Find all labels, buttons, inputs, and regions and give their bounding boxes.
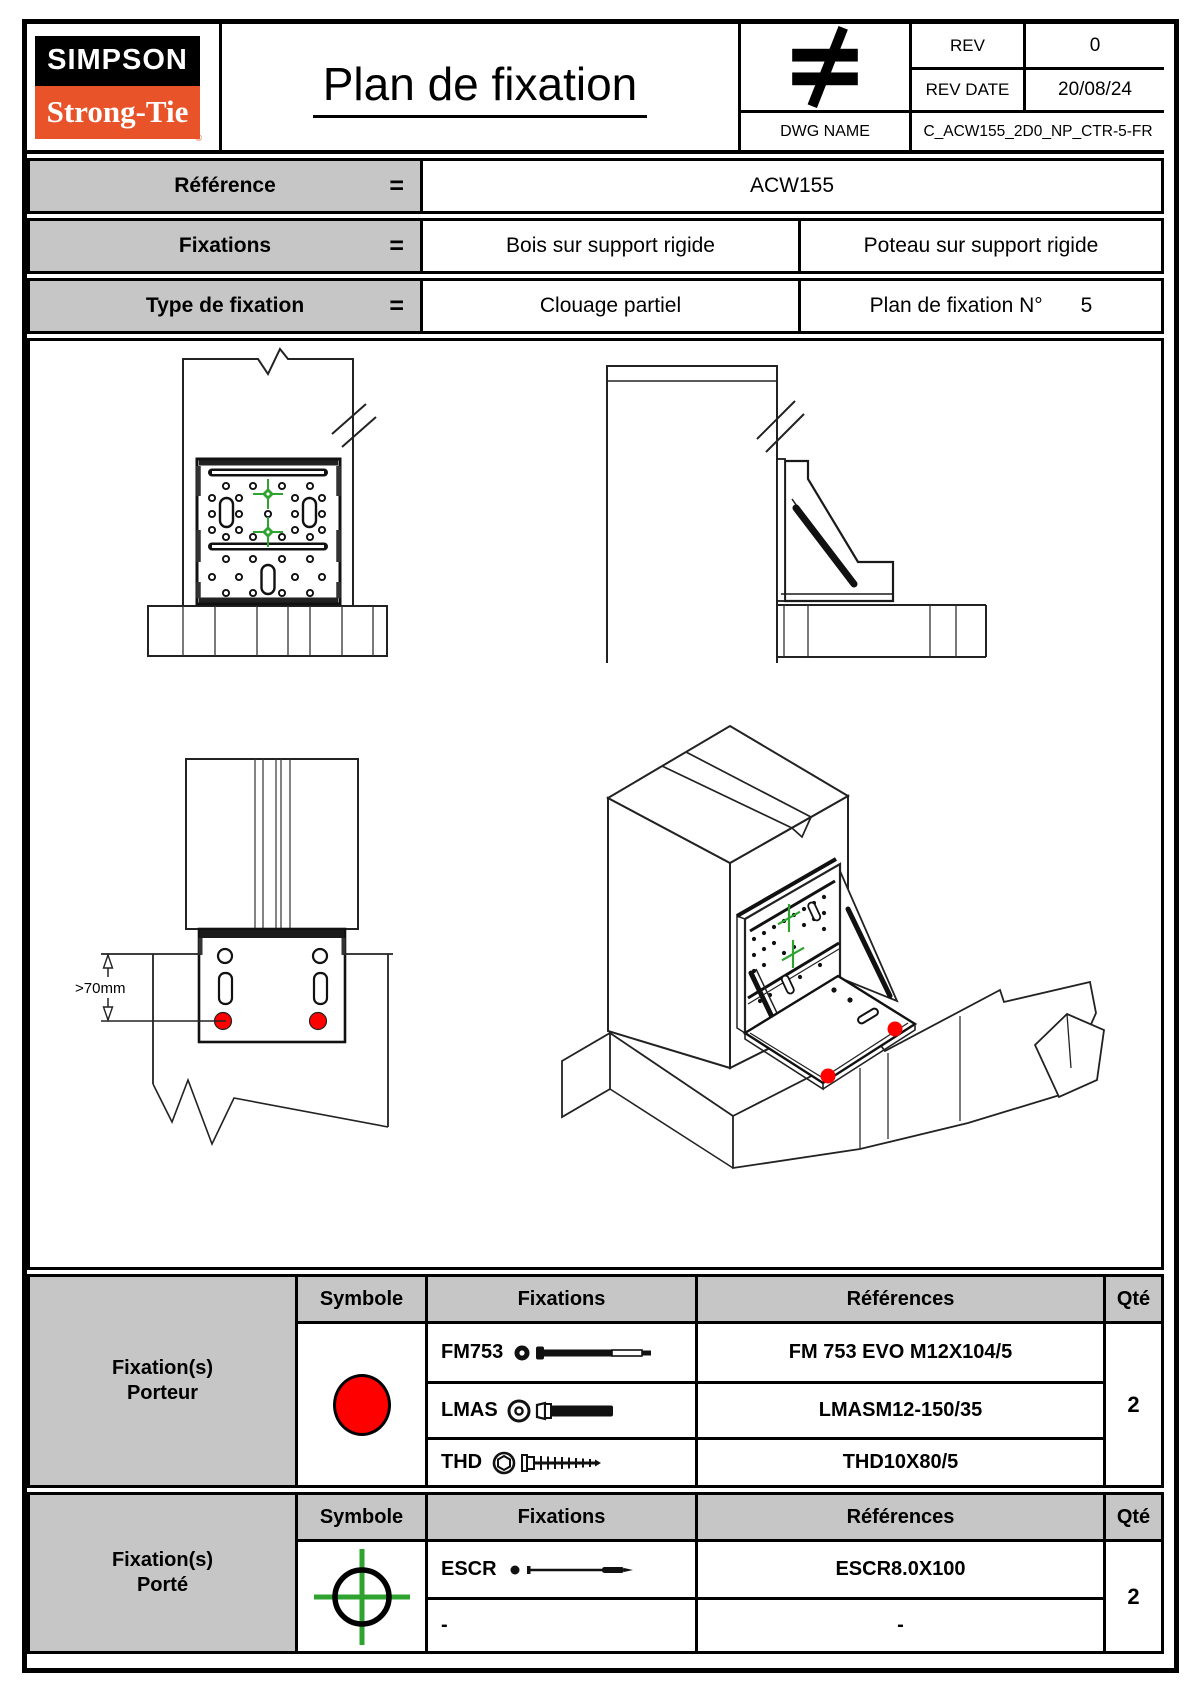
fixation-name: ESCR bbox=[441, 1558, 497, 1580]
fixation-type-label-cell bbox=[30, 281, 423, 331]
fixation-name: FM753 bbox=[441, 1341, 504, 1363]
plan-number-cell bbox=[798, 281, 1161, 331]
reference-row bbox=[27, 158, 1164, 214]
porte-symbol-cell bbox=[295, 1539, 425, 1651]
reference-fm753: FM 753 EVO M12X104/5 bbox=[695, 1321, 1103, 1381]
green-crosshair-symbol-icon bbox=[310, 1545, 414, 1649]
strongtie-logo bbox=[35, 86, 202, 143]
group-label-line1: Fixation(s) bbox=[111, 1357, 214, 1379]
fixation-row-thd bbox=[425, 1437, 695, 1485]
revision-block bbox=[738, 24, 1164, 150]
rev-date-value: 20/08/24 bbox=[1023, 67, 1164, 110]
fixation-type-label: Type de fixation bbox=[145, 294, 305, 317]
references-header: Références bbox=[695, 1495, 1103, 1539]
references-header: Références bbox=[695, 1277, 1103, 1321]
strongtie-logo-text: Strong-Tie bbox=[46, 94, 189, 129]
equals-sign: = bbox=[389, 171, 404, 200]
rev-date-label: REV DATE bbox=[909, 67, 1023, 110]
fixation-type-row bbox=[27, 278, 1164, 334]
qte-header: Qté bbox=[1103, 1495, 1161, 1539]
reference-empty: - bbox=[695, 1597, 1103, 1651]
porte-fixations-table bbox=[27, 1492, 1164, 1654]
group-label-line2: Porteur bbox=[126, 1382, 199, 1404]
rev-value: 0 bbox=[1023, 24, 1164, 67]
rev-label: REV bbox=[909, 24, 1023, 67]
fixation-name: - bbox=[441, 1614, 448, 1636]
document-title-cell bbox=[222, 24, 738, 150]
reference-label-cell bbox=[30, 161, 423, 211]
fixation-row-fm753 bbox=[425, 1321, 695, 1381]
fixations-header: Fixations bbox=[425, 1495, 695, 1539]
porteur-qty: 2 bbox=[1103, 1321, 1161, 1485]
front-view-drawing bbox=[60, 346, 420, 668]
fixation-name: LMAS bbox=[441, 1399, 498, 1421]
fixations-row bbox=[27, 218, 1164, 274]
side-view-drawing bbox=[545, 341, 995, 663]
porteur-fixation-symbol bbox=[310, 1013, 327, 1030]
qte-header: Qté bbox=[1103, 1277, 1161, 1321]
title-block bbox=[27, 24, 1164, 154]
edge-distance-dimension: >70mm bbox=[75, 980, 126, 997]
plan-number-label: Plan de fixation N° bbox=[869, 294, 1043, 317]
page-border bbox=[22, 19, 1179, 1673]
reference-thd: THD10X80/5 bbox=[695, 1437, 1103, 1485]
porteur-fixations-table bbox=[27, 1274, 1164, 1488]
reference-escr: ESCR8.0X100 bbox=[695, 1539, 1103, 1597]
fixation-row-escr bbox=[425, 1539, 695, 1597]
porteur-group-label bbox=[30, 1277, 295, 1485]
not-equal-symbol-icon bbox=[741, 24, 909, 110]
symbole-header: Symbole bbox=[295, 1277, 425, 1321]
reference-value: ACW155 bbox=[749, 174, 835, 197]
group-label-line2: Porté bbox=[136, 1574, 189, 1596]
fixations-label: Fixations bbox=[178, 234, 272, 257]
plan-number-value: 5 bbox=[1080, 294, 1093, 317]
red-circle-symbol-icon bbox=[333, 1374, 391, 1436]
fixations-label-cell bbox=[30, 221, 423, 271]
logo-cell bbox=[27, 24, 222, 150]
symbole-header: Symbole bbox=[295, 1495, 425, 1539]
fixation-row-lmas bbox=[425, 1381, 695, 1437]
porte-group-label bbox=[30, 1495, 295, 1651]
porteur-fixation-symbol bbox=[821, 1069, 836, 1084]
fixation-name: THD bbox=[441, 1451, 483, 1473]
porte-qty: 2 bbox=[1103, 1539, 1161, 1651]
registered-mark: ® bbox=[195, 132, 202, 143]
fm753-bolt-icon bbox=[512, 1340, 662, 1366]
drawing-area bbox=[27, 338, 1164, 1270]
group-label-line1: Fixation(s) bbox=[111, 1549, 214, 1571]
escr-screw-icon bbox=[506, 1558, 656, 1582]
page-title: Plan de fixation bbox=[313, 57, 648, 118]
fixation-type-value: Clouage partiel bbox=[539, 294, 682, 317]
plan-view-drawing bbox=[58, 741, 428, 1163]
porteur-symbol-cell bbox=[295, 1321, 425, 1485]
reference-lmas: LMASM12-150/35 bbox=[695, 1381, 1103, 1437]
not-equal-glyph bbox=[770, 26, 880, 108]
fixations-value-1: Bois sur support rigide bbox=[506, 234, 715, 257]
thd-screw-icon bbox=[491, 1449, 641, 1477]
fixations-header: Fixations bbox=[425, 1277, 695, 1321]
reference-label: Référence bbox=[174, 174, 276, 197]
fixations-value-2: Poteau sur support rigide bbox=[798, 221, 1161, 271]
equals-sign: = bbox=[389, 291, 404, 320]
dwg-name-label: DWG NAME bbox=[741, 110, 909, 150]
simpson-logo: SIMPSON bbox=[35, 36, 200, 86]
equals-sign: = bbox=[389, 231, 404, 260]
lmas-anchor-icon bbox=[507, 1397, 657, 1425]
fixation-row-empty bbox=[425, 1597, 695, 1651]
dwg-name-value: C_ACW155_2D0_NP_CTR-5-FR bbox=[909, 110, 1164, 150]
porteur-fixation-symbol bbox=[888, 1022, 903, 1037]
isometric-view-drawing bbox=[548, 671, 1130, 1171]
